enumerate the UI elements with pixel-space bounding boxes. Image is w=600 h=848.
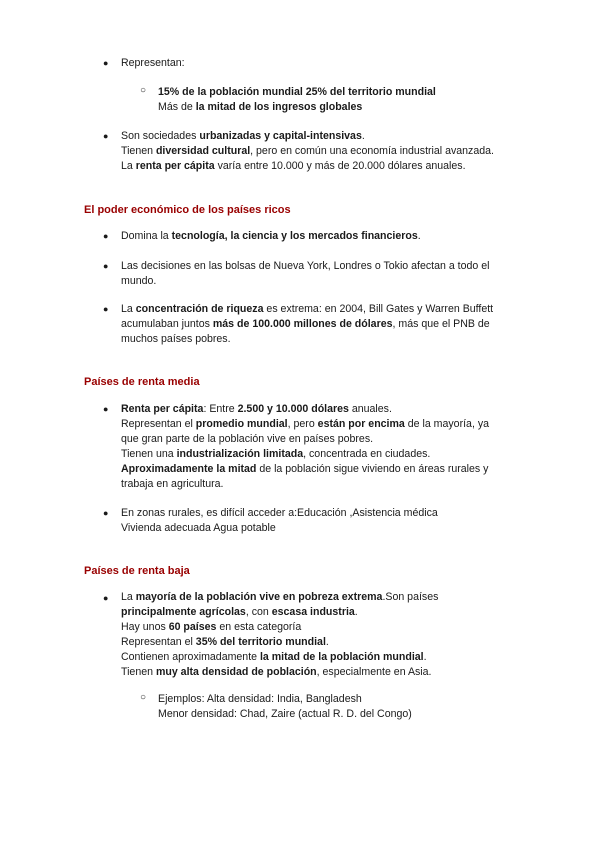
item-text: Aproximadamente la mitad — [121, 463, 257, 475]
item-text: . — [361, 130, 365, 142]
section-heading-paises-ricos: El poder económico de los países ricos — [84, 204, 291, 216]
item-text: de la población sigue viviendo en áreas rurales y — [256, 463, 489, 475]
bullet-icon: ● — [103, 231, 109, 241]
item-text: , especialmente en Asia. — [316, 666, 432, 678]
item-text: trabaja en agricultura. — [121, 478, 224, 490]
item-text: muy alta densidad de población — [155, 666, 317, 678]
item-text: 15% de la población mundial 25% del territorio mundial — [158, 86, 436, 98]
item-text: renta per cápita — [135, 160, 215, 172]
list-item-renta-baja — [121, 590, 438, 680]
list-item-bolsas — [121, 259, 489, 289]
section-heading-renta-baja: Países de renta baja — [84, 565, 190, 577]
item-text: Domina la — [121, 230, 172, 242]
bullet-icon: ● — [103, 131, 109, 141]
item-text: industrialización limitada — [176, 448, 304, 460]
item-text: promedio mundial — [195, 418, 288, 430]
item-text: están por encima — [317, 418, 405, 430]
list-item-tecnologia — [121, 229, 421, 244]
item-text: 60 países — [168, 621, 217, 633]
item-text: Hay unos — [121, 621, 169, 633]
item-text: La — [121, 591, 136, 603]
list-item-renta-media — [121, 402, 489, 492]
item-text: , más que el PNB de — [392, 318, 490, 330]
item-text: que gran parte de la población vive en países pobres. — [121, 433, 374, 445]
item-text: tecnología, la ciencia y los mercados financieros — [171, 230, 418, 242]
list-item-zonas-rurales — [121, 506, 438, 536]
bullet-icon: ● — [103, 593, 109, 603]
item-text: mayoría de la población vive en pobreza extrema — [135, 591, 383, 603]
item-text: de la mayoría, ya — [404, 418, 490, 430]
item-text: La — [121, 160, 136, 172]
item-text: , concentrada en ciudades. — [303, 448, 431, 460]
item-text: , con — [245, 606, 272, 618]
list-item-concentracion — [121, 302, 493, 347]
item-text: .Son países — [382, 591, 439, 603]
item-text: Tienen — [121, 145, 156, 157]
section-heading-renta-media: Países de renta media — [84, 376, 200, 388]
item-text: , pero — [287, 418, 318, 430]
hollow-bullet-icon: ○ — [140, 692, 147, 703]
item-text: escasa industria — [271, 606, 355, 618]
hollow-bullet-icon: ○ — [140, 85, 147, 96]
item-text: Renta per cápita — [121, 403, 204, 415]
item-text: la mitad de la población mundial — [259, 651, 424, 663]
item-text: Son sociedades — [121, 130, 200, 142]
item-text: la mitad de los ingresos globales — [195, 101, 363, 113]
item-text: Representan: — [121, 57, 185, 69]
item-text: urbanizadas y capital-intensivas — [199, 130, 362, 142]
item-text: . — [354, 606, 358, 618]
item-text: Representan el — [121, 418, 196, 430]
item-text: , pero en común una economía industrial avanzada. — [250, 145, 494, 157]
item-text: mundo. — [121, 275, 157, 287]
bullet-icon: ● — [103, 261, 109, 271]
list-item-representan — [121, 56, 185, 71]
item-text: varía entre 10.000 y más de 20.000 dólares anuales. — [214, 160, 466, 172]
item-text: Ejemplos: Alta densidad: India, Bangladesh — [158, 693, 362, 705]
item-text: 35% del territorio mundial — [195, 636, 326, 648]
item-text: principalmente agrícolas — [121, 606, 246, 618]
sublist-item-ejemplos — [158, 692, 412, 722]
list-item-sociedades — [121, 129, 494, 174]
item-text: Vivienda adecuada Agua potable — [121, 522, 276, 534]
item-text: acumulaban juntos — [121, 318, 213, 330]
bullet-icon: ● — [103, 404, 109, 414]
item-text: muchos países pobres. — [121, 333, 231, 345]
item-text: La — [121, 303, 136, 315]
item-text: Representan el — [121, 636, 196, 648]
item-text: Tienen una — [121, 448, 177, 460]
item-text: : Entre — [203, 403, 238, 415]
sublist-item-population — [158, 85, 436, 115]
item-text: Menor densidad: Chad, Zaire (actual R. D. del Congo) — [158, 708, 412, 720]
item-text: . — [417, 230, 421, 242]
item-text: más de 100.000 millones de dólares — [212, 318, 393, 330]
item-text: 2.500 y 10.000 dólares — [237, 403, 349, 415]
item-text: es extrema: en 2004, Bill Gates y Warren Buffett — [263, 303, 494, 315]
item-text: Las decisiones en las bolsas de Nueva York, Londres o Tokio afectan a todo el — [121, 260, 490, 272]
item-text: concentración de riqueza — [135, 303, 264, 315]
item-text: En zonas rurales, es difícil acceder a:Educación ,Asistencia médica — [121, 507, 438, 519]
item-text: en esta categoría — [216, 621, 302, 633]
item-text: anuales. — [348, 403, 392, 415]
bullet-icon: ● — [103, 58, 109, 68]
bullet-icon: ● — [103, 508, 109, 518]
item-text: Contienen aproximadamente — [121, 651, 260, 663]
item-text: . — [423, 651, 427, 663]
bullet-icon: ● — [103, 304, 109, 314]
item-text: Más de — [158, 101, 196, 113]
item-text: . — [325, 636, 329, 648]
item-text: Tienen — [121, 666, 156, 678]
item-text: diversidad cultural — [155, 145, 251, 157]
